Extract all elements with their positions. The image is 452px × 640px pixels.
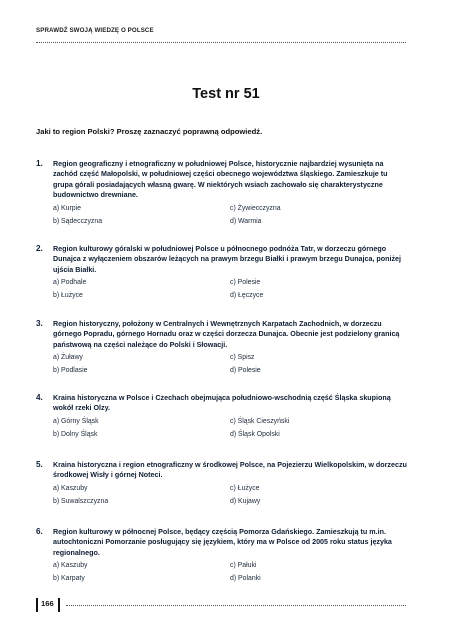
answer-option-c[interactable]: c) Żywiecczyzna: [230, 204, 281, 212]
instruction-text: Jaki to region Polski? Proszę zaznaczyć poprawną odpowiedź.: [36, 127, 263, 136]
question-text: Region historyczny, położony w Centralnych i Wewnętrznych Karpatach Zachodnich, w dorzeczu górnego Popradu, górnego Hornadu oraz w części dorzecza Dunajca. Obecnie jest podzielony granicą państwową na części należące do Polski i Słowacji.: [53, 320, 400, 349]
answer-option-d[interactable]: d) Polesie: [230, 367, 261, 375]
question-text: Kraina historyczna w Polsce i Czechach obejmująca południowo-wschodnią część Śląska skupioną wokół rzeki Olzy.: [53, 394, 391, 413]
answer-option-a[interactable]: a) Górny Śląsk: [53, 417, 99, 425]
answer-option-b[interactable]: b) Sądecczyzna: [53, 217, 103, 225]
answer-option-c[interactable]: c) Pałuki: [230, 562, 257, 570]
question-6: [36, 527, 408, 582]
answer-option-b[interactable]: b) Suwalszczyzna: [53, 497, 109, 505]
answer-option-b[interactable]: b) Łużyce: [53, 292, 83, 300]
question-text: Kraina historyczna i region etnograficzny w środkowej Polsce, na Pojezierzu Wielkopolskim, w dorzeczu środkowej Wisły i górnej Noteci.: [53, 461, 407, 480]
answer-option-d[interactable]: d) Polanki: [230, 575, 261, 583]
running-header: SPRAWDŹ SWOJĄ WIEDZĘ O POLSCE: [36, 27, 154, 34]
question-5: [36, 460, 408, 505]
answer-option-c[interactable]: c) Śląsk Cieszyński: [230, 417, 290, 425]
question-2: [36, 244, 408, 299]
page-number-bracket-left: [36, 598, 38, 612]
question-number: 3.: [36, 319, 43, 328]
answer-option-b[interactable]: b) Dolny Śląsk: [53, 430, 98, 438]
answer-option-a[interactable]: a) Kaszuby: [53, 562, 88, 570]
answer-options: [53, 418, 408, 438]
answer-options: [53, 279, 408, 299]
page-number: 166: [41, 599, 54, 608]
answer-option-a[interactable]: a) Kaszuby: [53, 484, 88, 492]
question-number: 4.: [36, 393, 43, 402]
answer-option-c[interactable]: c) Spisz: [230, 354, 255, 362]
answer-option-d[interactable]: d) Kujawy: [230, 497, 261, 505]
header-divider: [36, 42, 406, 43]
answer-option-d[interactable]: d) Łęczyce: [230, 292, 264, 300]
footer-divider: [66, 605, 406, 606]
question-3: [36, 319, 408, 374]
answer-option-d[interactable]: d) Warmia: [230, 217, 262, 225]
page-number-bracket-right: [58, 598, 60, 612]
answer-options: [53, 354, 408, 374]
question-text: Region kulturowy w północnej Polsce, będący częścią Pomorza Gdańskiego. Zamieszkują tu m.in. autochtoniczni Pomorzanie posługujący się językiem, który ma w Polsce od 2005 roku status języka regionalnego.: [53, 528, 392, 557]
answer-option-a[interactable]: a) Kurpie: [53, 204, 81, 212]
answer-options: [53, 205, 408, 225]
answer-option-c[interactable]: c) Polesie: [230, 279, 261, 287]
answer-options: [53, 485, 408, 505]
answer-option-b[interactable]: b) Karpaty: [53, 575, 85, 583]
question-number: 1.: [36, 159, 43, 168]
answer-option-b[interactable]: b) Podlasie: [53, 367, 88, 375]
question-text: Region kulturowy góralski w południowej Polsce u północnego podnóża Tatr, w dorzeczu górnego Dunajca z wyłączeniem obszarów leżących na prawym brzegu Białki i prawym brzegu Dunajca, poniżej ujścia Białki.: [53, 245, 402, 274]
question-1: [36, 159, 408, 225]
question-4: [36, 393, 408, 438]
question-text: Region geograficzny i etnograficzny w południowej Polsce, historycznie najbardziej wysunięta na zachód część Małopolski, w południowej części obecnego województwa śląskiego. Zamieszkuje tu grupa górali posiadających własną gwarę. W niektórych wsiach zachowało się charakterystyczne budownictwo drewniane.: [53, 160, 388, 200]
question-number: 6.: [36, 527, 43, 536]
answer-option-a[interactable]: a) Podhale: [53, 279, 87, 287]
test-title: Test nr 51: [192, 86, 260, 102]
question-number: 5.: [36, 460, 43, 469]
question-number: 2.: [36, 244, 43, 253]
answer-options: [53, 562, 408, 582]
answer-option-c[interactable]: c) Łużyce: [230, 484, 260, 492]
answer-option-a[interactable]: a) Żuławy: [53, 354, 83, 362]
answer-option-d[interactable]: d) Śląsk Opolski: [230, 430, 280, 438]
